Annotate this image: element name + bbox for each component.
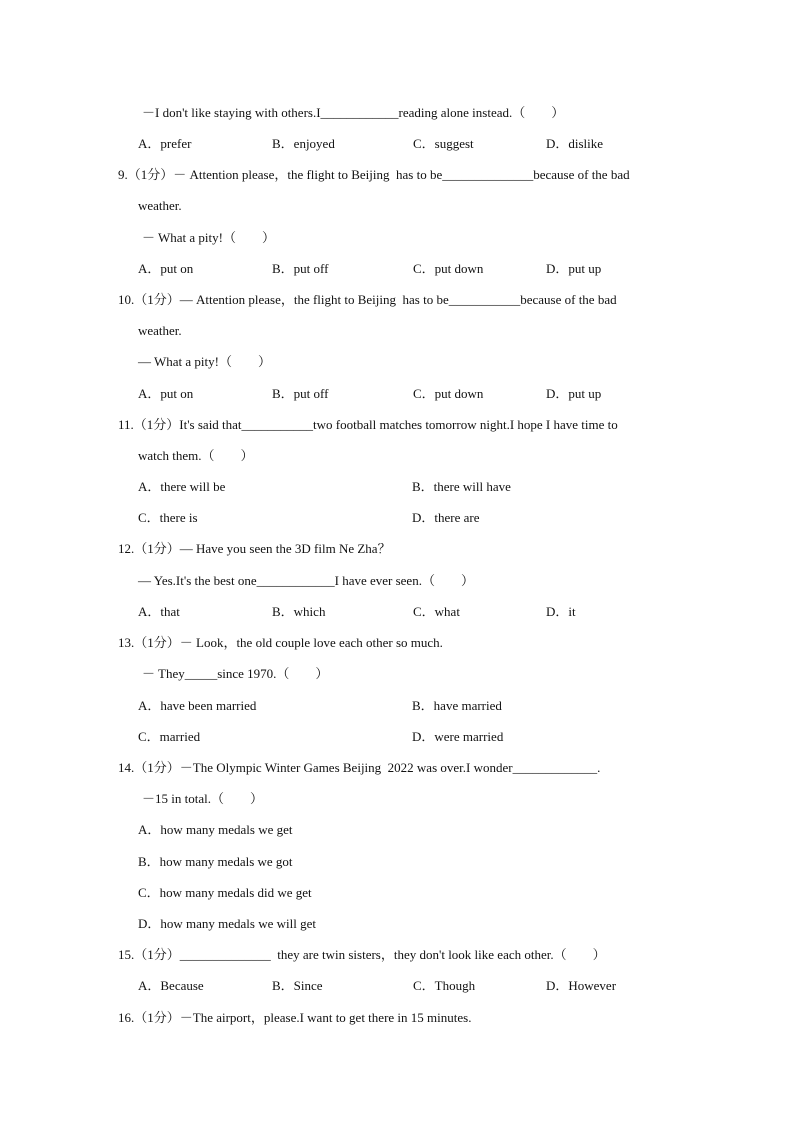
q13-option-a[interactable]: A．have been married [138,698,257,713]
q12-response-line: — Yes.It's the best one____________I have ever seen.（ ） [138,573,474,588]
q14-option-c[interactable]: C．how many medals did we get [138,885,312,900]
q10-option-d[interactable]: D．put up [546,386,602,401]
q15-stem-line1: 15.（1分）______________ they are twin sisters，they don't look like each other.（ ） [118,947,606,962]
q11-option-b[interactable]: B．there will have [412,479,511,494]
q10-stem-line1: 10.（1分）— Attention please，the flight to Beijing has to be___________because of the bad [118,292,617,307]
q8-dialogue-line: －I don't like staying with others.I____________reading alone instead.（ ） [142,105,565,120]
q14-stem-line1: 14.（1分）－The Olympic Winter Games Beijing 2022 was over.I wonder_____________. [118,760,601,775]
q13-response-line: － They_____since 1970.（ ） [142,666,329,681]
q9-option-b[interactable]: B．put off [272,261,329,276]
q10-response-line: — What a pity!（ ） [138,354,271,369]
q11-stem-line2: watch them.（ ） [138,448,254,463]
q12-option-d[interactable]: D．it [546,604,576,619]
q8-option-d[interactable]: D．dislike [546,136,604,151]
q10-option-c[interactable]: C．put down [413,386,484,401]
q15-option-b[interactable]: B．Since [272,978,323,993]
q14-option-d[interactable]: D．how many medals we will get [138,916,316,931]
q9-response-line: － What a pity!（ ） [142,230,275,245]
q15-option-c[interactable]: C．Though [413,978,476,993]
q9-option-a[interactable]: A．put on [138,261,194,276]
q9-stem-line1: 9.（1分）－ Attention please，the flight to Beijing has to be______________because of the bad [118,167,630,182]
q10-option-b[interactable]: B．put off [272,386,329,401]
q9-option-d[interactable]: D．put up [546,261,602,276]
q16-stem-line1: 16.（1分）－The airport，please.I want to get there in 15 minutes. [118,1010,472,1025]
q14-option-b[interactable]: B．how many medals we got [138,854,293,869]
q14-response-line: －15 in total.（ ） [142,791,263,806]
q11-option-c[interactable]: C．there is [138,510,198,525]
q12-stem-line1: 12.（1分）— Have you seen the 3D film Ne Zha？ [118,541,391,556]
q12-option-c[interactable]: C．what [413,604,460,619]
q8-option-b[interactable]: B．enjoyed [272,136,335,151]
q12-option-b[interactable]: B．which [272,604,326,619]
q8-option-c[interactable]: C．suggest [413,136,474,151]
q15-option-d[interactable]: D．However [546,978,617,993]
q8-option-a[interactable]: A．prefer [138,136,192,151]
q9-option-c[interactable]: C．put down [413,261,484,276]
q13-option-c[interactable]: C．married [138,729,201,744]
q15-option-a[interactable]: A．Because [138,978,204,993]
q13-stem-line1: 13.（1分）－ Look，the old couple love each other so much. [118,635,443,650]
q10-option-a[interactable]: A．put on [138,386,194,401]
q13-option-d[interactable]: D．were married [412,729,504,744]
q10-stem-line2: weather. [138,323,182,338]
q11-option-d[interactable]: D．there are [412,510,480,525]
q12-option-a[interactable]: A．that [138,604,180,619]
q11-stem-line1: 11.（1分）It's said that___________two football matches tomorrow night.I hope I have time to [118,417,618,432]
q9-stem-line2: weather. [138,198,182,213]
q14-option-a[interactable]: A．how many medals we get [138,822,293,837]
q11-option-a[interactable]: A．there will be [138,479,226,494]
q13-option-b[interactable]: B．have married [412,698,502,713]
